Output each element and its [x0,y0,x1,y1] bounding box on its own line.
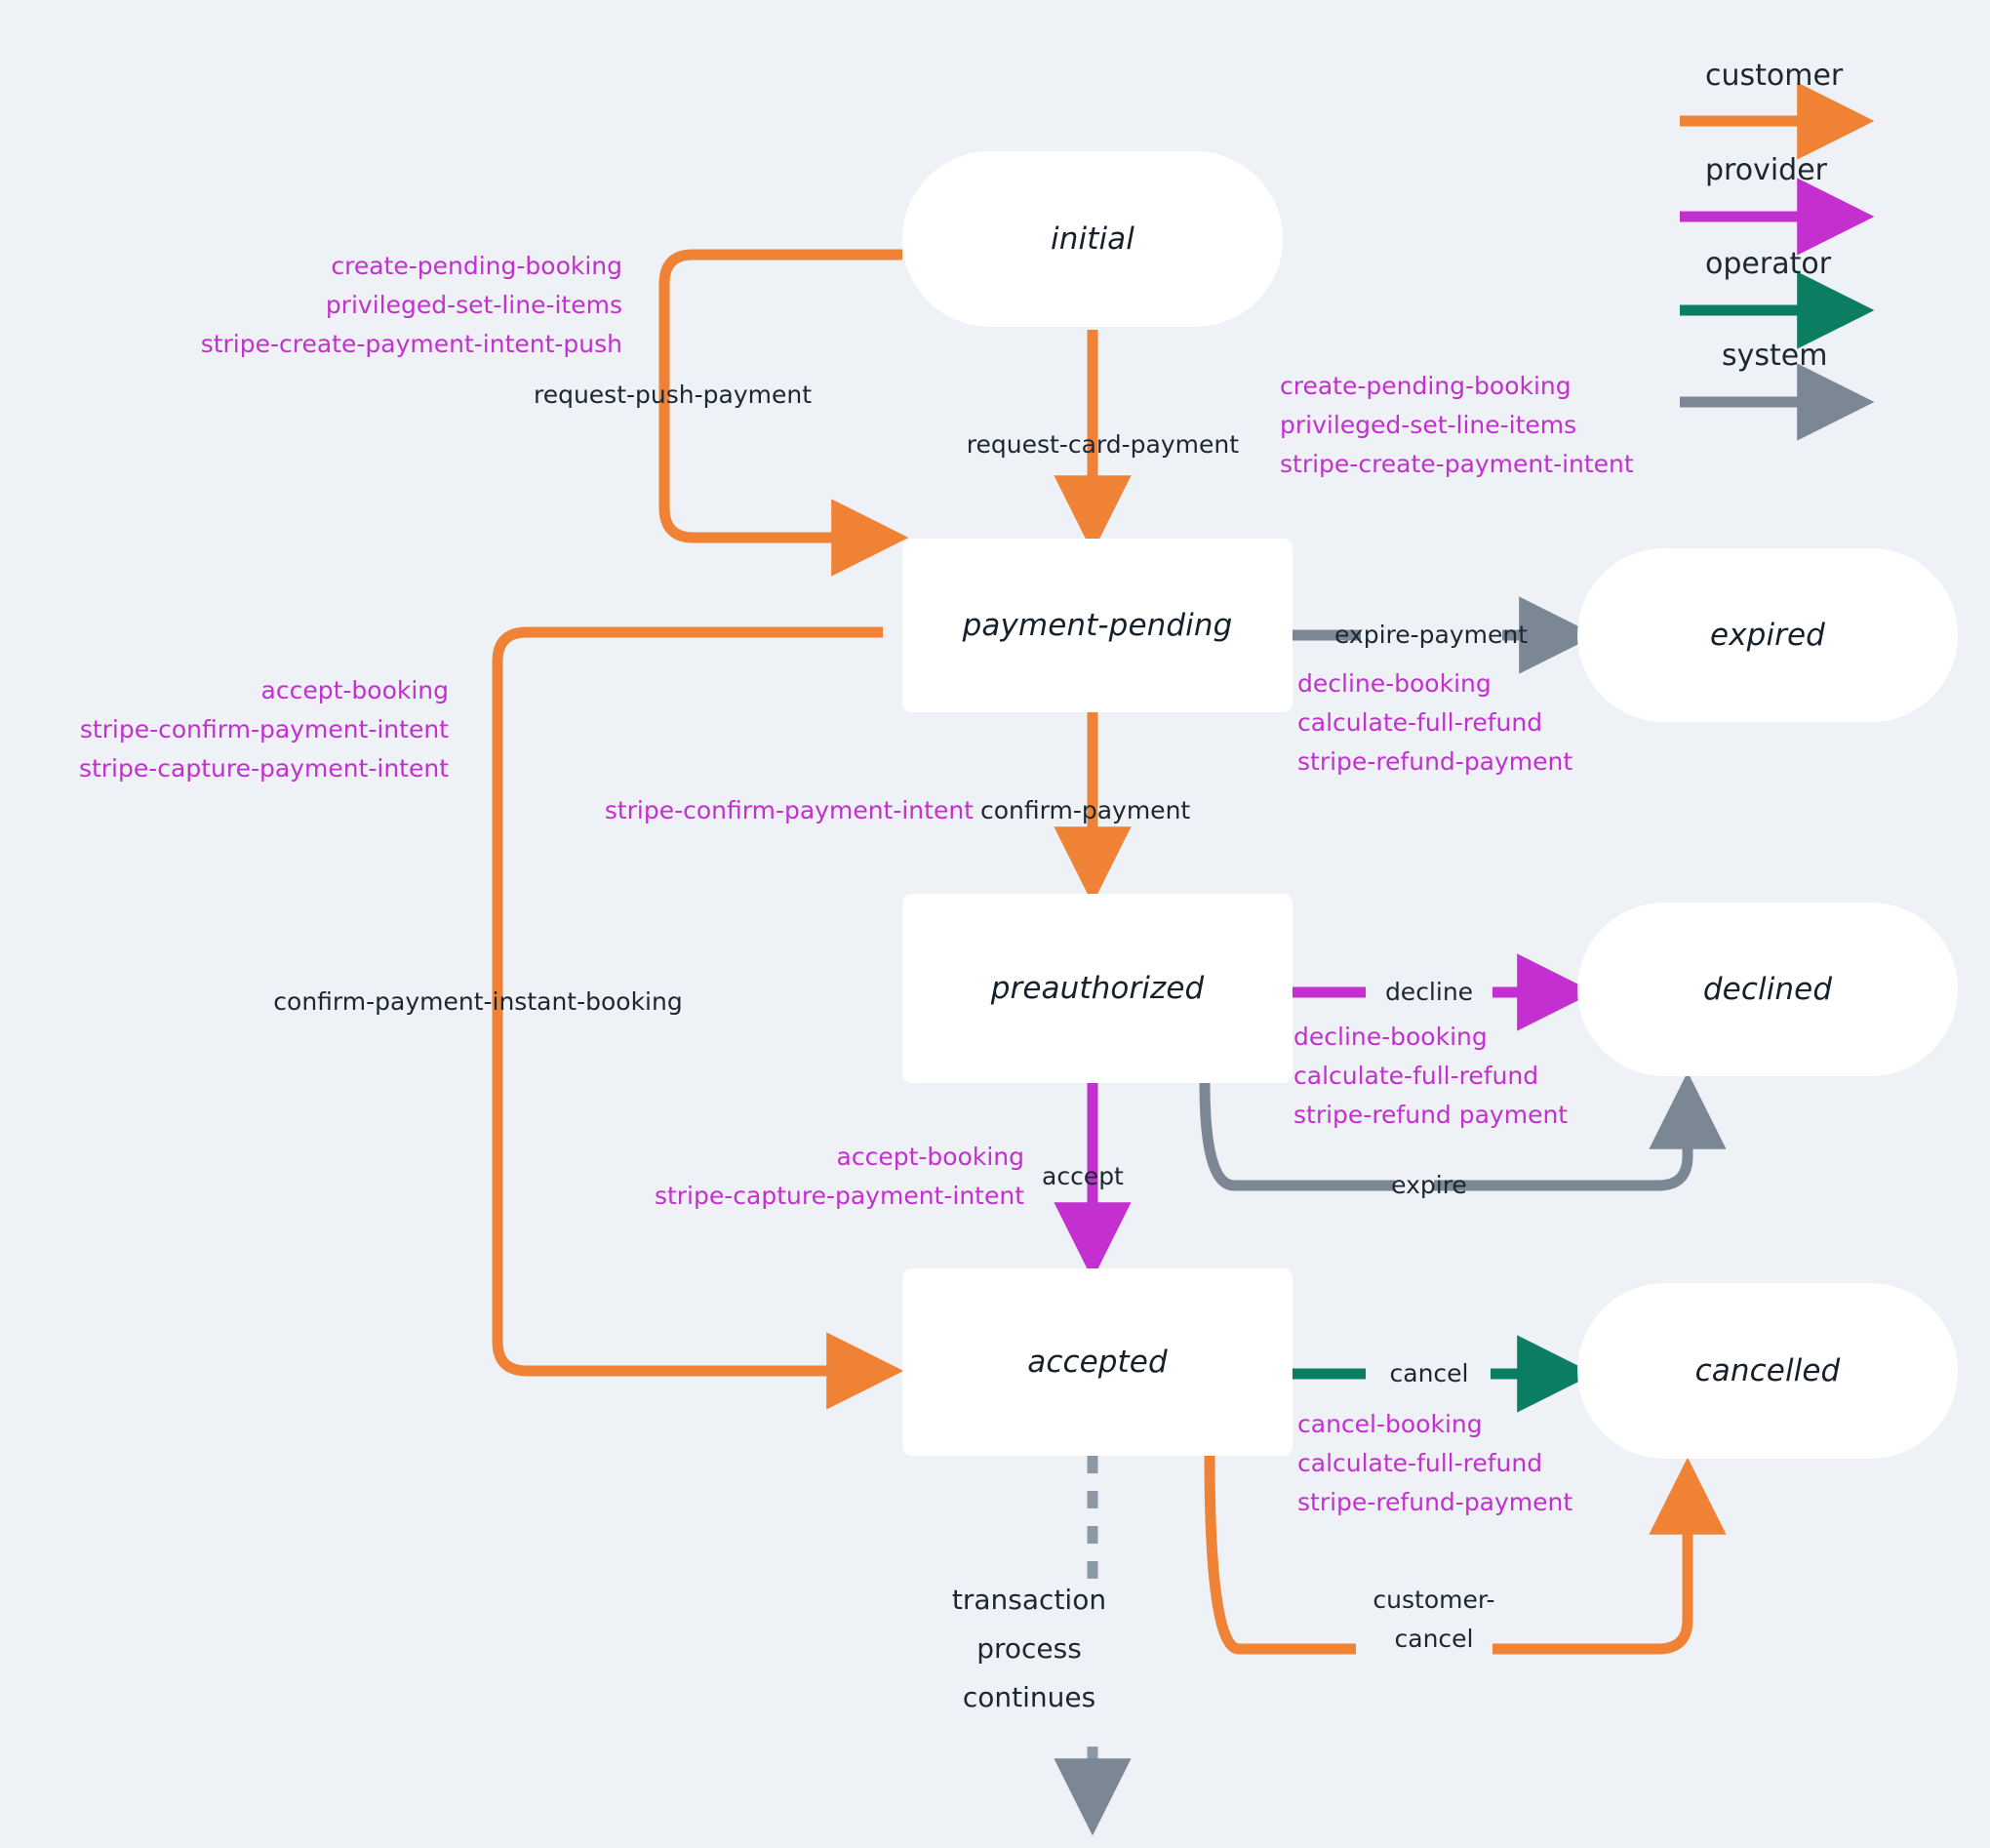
actions-confirm-payment-instant-booking [0,671,449,788]
state-accepted-label: accepted [1027,1345,1168,1380]
label-decline: decline [1384,978,1474,1006]
legend-label-customer: customer [1705,59,1844,93]
label-expire-payment: expire-payment [1333,621,1529,649]
state-accepted[interactable] [902,1268,1293,1456]
state-cancelled-label: cancelled [1694,1353,1841,1388]
action-accept-booking: accept-booking [836,1143,1024,1171]
action-stripe-refund-payment-provider: stripe-refund payment [1294,1101,1569,1129]
state-initial-label: initial [1051,221,1134,257]
action-stripe-refund-payment-operator: stripe-refund-payment [1297,1488,1573,1516]
state-payment-pending-label: payment-pending [962,608,1233,643]
action-calculate-full-refund-operator: calculate-full-refund [1297,1449,1543,1477]
note-continuation-line3: continues [962,1681,1096,1713]
action-decline-booking: decline-booking [1297,669,1492,698]
label-confirm-payment-instant-booking: confirm-payment-instant-booking [273,987,683,1016]
note-continuation-line1: transaction [951,1584,1107,1616]
label-request-push-payment: request-push-payment [533,381,812,409]
action-stripe-create-payment-intent-push: stripe-create-payment-intent-push [200,330,622,358]
state-initial[interactable] [902,151,1283,327]
actions-request-card-payment [1280,367,1634,484]
label-confirm-payment: confirm-payment [980,796,1191,824]
label-expire: expire [1391,1171,1467,1199]
state-declined-label: declined [1702,972,1833,1007]
state-expired[interactable] [1577,548,1958,722]
actions-payment-pending-decline [1297,664,1572,782]
state-preauthorized[interactable] [902,894,1293,1083]
actions-decline [1294,1018,1568,1135]
state-expired-label: expired [1710,618,1825,653]
action-privileged-set-line-items: privileged-set-line-items [325,291,622,319]
label-accept: accept [1042,1162,1124,1190]
state-preauthorized-label: preauthorized [990,971,1205,1006]
actions-cancel [1297,1405,1572,1522]
legend-label-provider: provider [1705,153,1827,187]
action-stripe-capture-payment-intent-instant: stripe-capture-payment-intent [78,754,449,783]
legend-label-operator: operator [1705,247,1832,281]
state-declined[interactable] [1577,903,1958,1076]
action-stripe-capture-payment-intent: stripe-capture-payment-intent [654,1182,1024,1210]
label-customer-cancel-line2: cancel [1394,1625,1474,1653]
actions-request-push-payment [176,247,622,364]
label-cancel: cancel [1389,1359,1469,1387]
action-accept-booking-instant: accept-booking [260,676,449,704]
action-stripe-confirm-payment-intent: stripe-confirm-payment-intent [604,796,974,824]
action-cancel-booking: cancel-booking [1297,1410,1483,1438]
action-calculate-full-refund-provider: calculate-full-refund [1294,1062,1539,1090]
state-payment-pending[interactable] [902,539,1293,712]
action-calculate-full-refund: calculate-full-refund [1297,708,1543,737]
action-stripe-confirm-payment-intent-instant: stripe-confirm-payment-intent [79,715,449,743]
action-privileged-set-line-items-card: privileged-set-line-items [1280,411,1577,439]
action-stripe-create-payment-intent: stripe-create-payment-intent [1280,450,1634,478]
actions-accept [576,1138,1024,1216]
action-create-pending-booking-card: create-pending-booking [1280,372,1572,400]
action-stripe-refund-payment: stripe-refund-payment [1297,747,1573,776]
legend-label-system: system [1722,339,1828,373]
state-cancelled[interactable] [1577,1283,1958,1459]
action-decline-booking-provider: decline-booking [1294,1023,1488,1051]
label-customer-cancel-line1: customer- [1373,1586,1495,1614]
action-create-pending-booking: create-pending-booking [331,252,622,280]
note-continuation-line2: process [976,1632,1082,1665]
label-request-card-payment: request-card-payment [966,430,1239,459]
